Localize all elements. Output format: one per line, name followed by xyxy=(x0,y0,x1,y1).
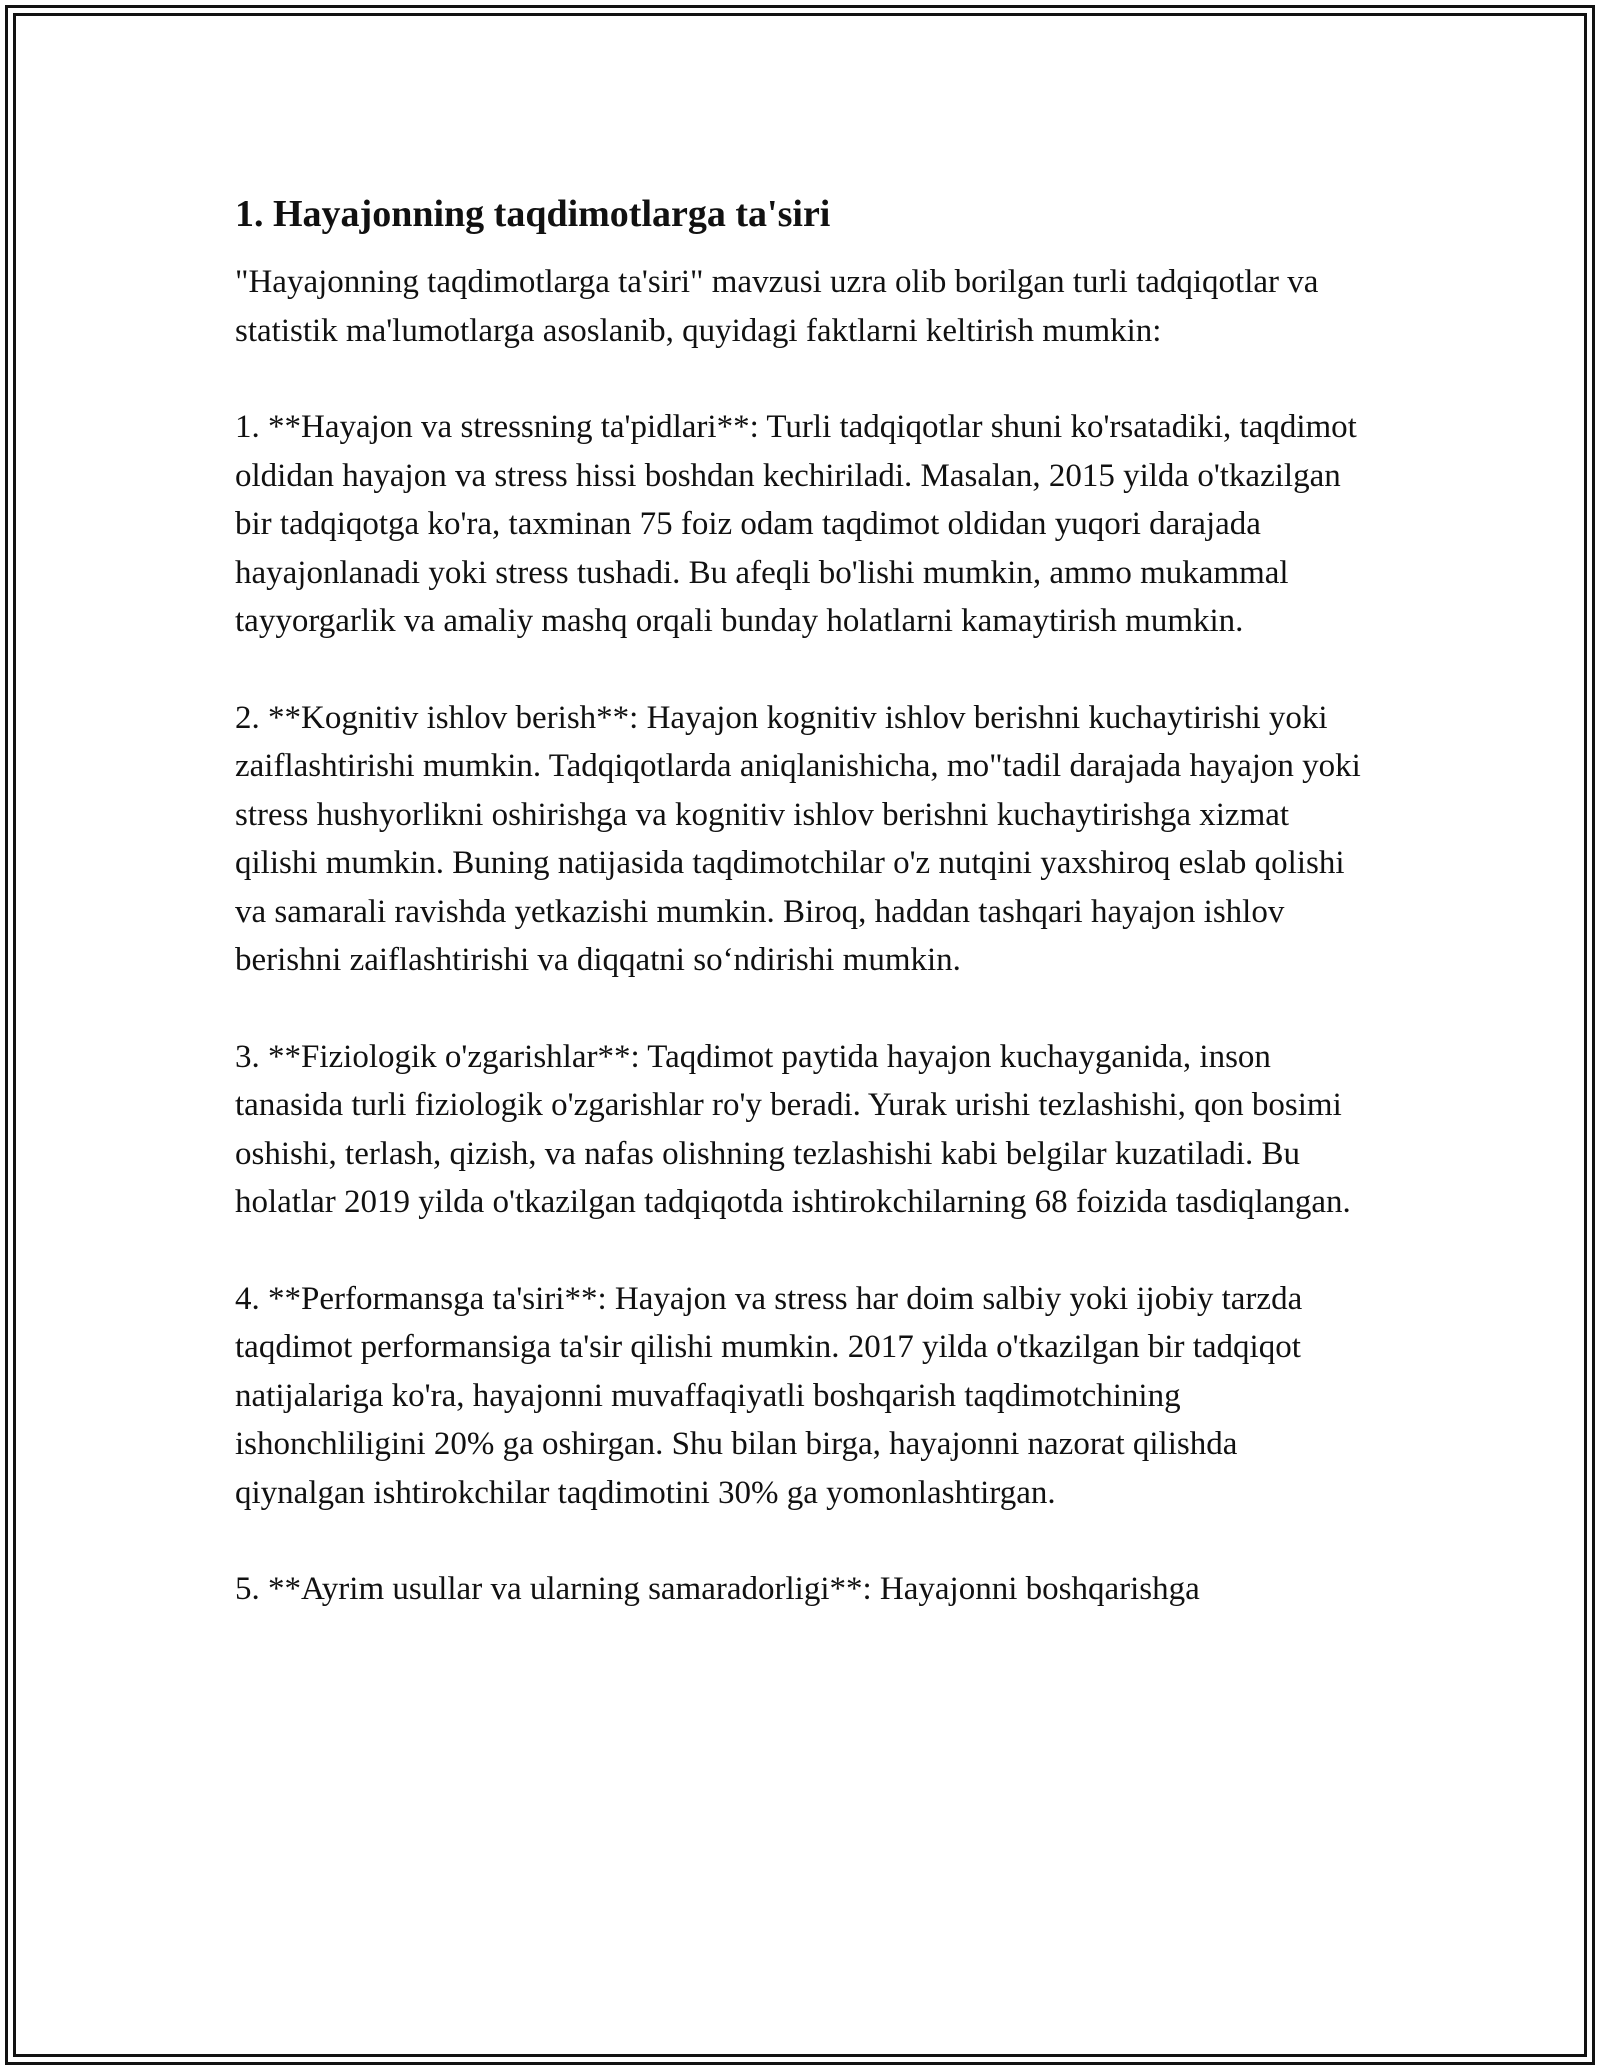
paragraph-1: 1. **Hayajon va stressning ta'pidlari**: Turli tadqiqotlar shuni ko'rsatadiki, taqdimot oldidan hayajon va stress hissi boshdan kechiriladi. Masalan, 2015 yilda o'tkazilgan bir tadqiqotga ko'ra, taxminan 75 foiz odam taqdimot oldidan yuqori darajada hayajonlanadi yoki stress tushadi. Bu afeqli bo'lishi mumkin, ammo mukammal tayyorgarlik va amaliy mashq orqali bunday holatlarni kamaytirish mumkin. xyxy=(235,409,1357,639)
document-title: 1. Hayajonning taqdimotlarga ta'siri xyxy=(235,193,831,235)
paragraph-3: 3. **Fiziologik o'zgarishlar**: Taqdimot paytida hayajon kuchayganida, inson tanasida turli fiziologik o'zgarishlar ro'y beradi. Yurak urishi tezlashishi, qon bosimi oshishi, terlash, qizish, va nafas olishning tezlashishi kabi belgilar kuzatiladi. Bu holatlar 2019 yilda o'tkazilgan tadqiqotda ishtirokchilarning 68 foizida tasdiqlangan. xyxy=(235,1038,1351,1220)
paragraph-4: 4. **Performansga ta'siri**: Hayajon va stress har doim salbiy yoki ijobiy tarzda taqdimot performansiga ta'sir qilishi mumkin. 2017 yilda o'tkazilgan bir tadqiqot natijalariga ko'ra, hayajonni muvaffaqiyatli boshqarish taqdimotchining ishonchliligini 20% ga oshirgan. Shu bilan birga, hayajonni nazorat qilishda qiynalgan ishtirokchilar taqdimotini 30% ga yomonlashtirgan. xyxy=(235,1280,1303,1511)
paragraph-2: 2. **Kognitiv ishlov berish**: Hayajon kognitiv ishlov berishni kuchaytirishi yoki zaiflashtirishi mumkin. Tadqiqotlarda aniqlanishicha, mo"tadil darajada hayajon yoki stress hushyorlikni oshirishga va kognitiv ishlov berishni kuchaytirishga xizmat qilishi mumkin. Buning natijasida taqdimotchilar o'z nutqini yaxshiroq eslab qolishi va samarali ravishda yetkazishi mumkin. Biroq, haddan tashqari hayajon ishlov berishni zaiflashtirishi va diqqatni so‘ndirishi mumkin. xyxy=(235,699,1361,978)
paragraph-5: 5. **Ayrim usullar va ularning samaradorligi**: Hayajonni boshqarishga xyxy=(235,1571,1200,1607)
intro-paragraph: "Hayajonning taqdimotlarga ta'siri" mavzusi uzra olib borilgan turli tadqiqotlar va statistik ma'lumotlarga asoslanib, quyidagi faktlarni keltirish mumkin: xyxy=(235,264,1319,349)
document-body xyxy=(235,188,1365,1614)
